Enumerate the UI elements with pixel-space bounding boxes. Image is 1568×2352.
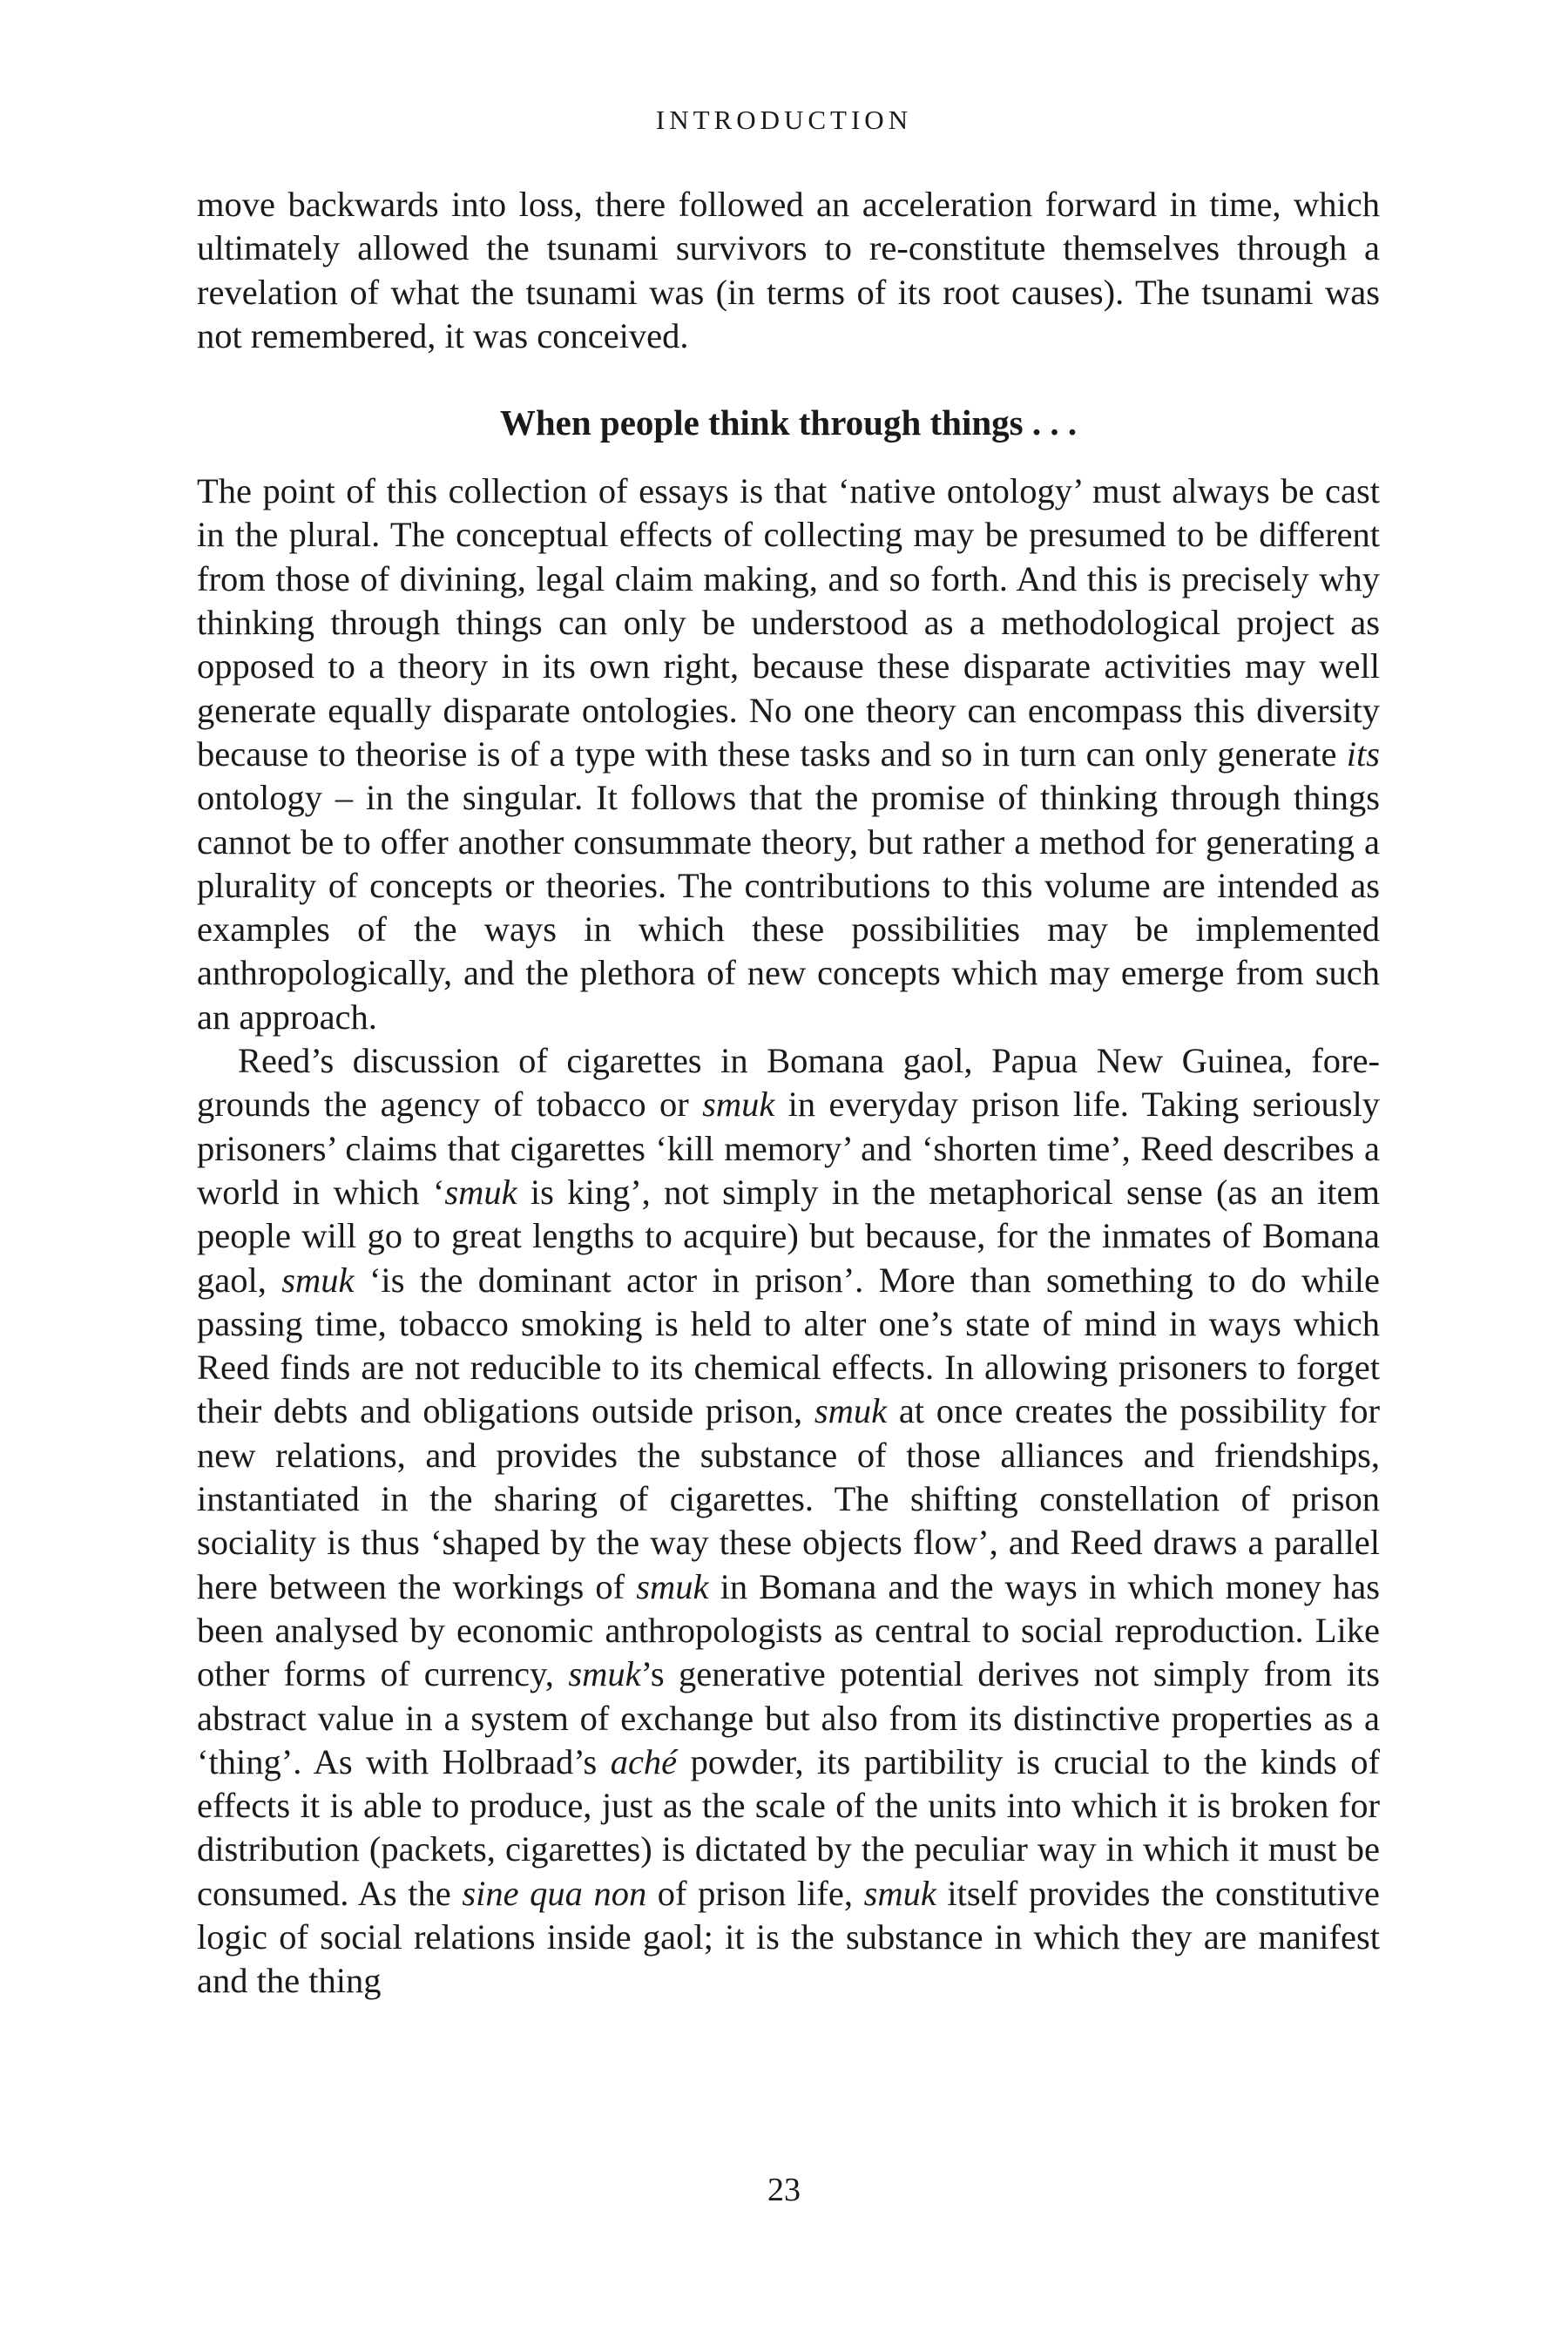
italic-term: aché [610,1741,678,1781]
running-head: INTRODUCTION [655,105,913,135]
text-run: ’s generative potential derives not simply from its abstract value in a system of exchange but also from its distinctive properties as a ‘thing’. As with Holbraad’s [197,1654,1380,1781]
text-run: in Bomana and the ways in which money has been analysed by economic anthropologists as central to social reproduction. Like other forms of currency, [197,1566,1380,1694]
text-run: Reed’s discussion of cigarettes in Bomana gaol, Papua New Guinea, foregrounds the agency of tobacco or [197,1041,1380,1125]
text-run: The point of this collection of essays is that ‘native ontology’ must always be cast in the plural. The conceptual effects of collecting may be presumed to be different from those of divining, legal claim making, and so forth. And this is precisely why thinking through things can only be understood as a methodological project as opposed to a theory in its own right, because these disparate activities may well generate equally disparate ontologies. No one theory can encompass this diversity because to theorise is of a type with these tasks and so in turn can only generate [197,471,1380,774]
text-run: in everyday prison life. Taking seriously prisoners’ claims that cigarettes ‘kill memory’ and ‘shorten time’, Reed describes a world in which ‘ [197,1085,1380,1212]
text-run: of prison life, [646,1873,864,1913]
italic-term: smuk [281,1260,355,1300]
page-number: 23 [767,2172,801,2208]
italic-term: sine qua non [462,1873,647,1913]
paragraph-2 [197,470,1380,1039]
text-run: at once creates the possibility for new relations, and provides the substance of those alliances and friendships, instantiated in the sharing of cigarettes. The shifting constellation of prison sociality is thus ‘shaped by the way these objects flow’, and Reed draws a parallel here between the workings of [197,1391,1380,1606]
text-run: ‘is the dominant actor in prison’. More than something to do while passing time, tobacco smoking is held to alter one’s state of mind in ways which Reed finds are not reducible to its chemical effects. In allowing prisoners to forget their debts and obligations outside prison, [197,1260,1380,1431]
italic-term: smuk [568,1654,641,1694]
paragraph-1: move backwards into loss, there followed an acceleration forward in time, which ultimately allowed the tsunami survivors to re-constitute themselves through a revelation of what the tsunami was (in terms of its root causes). The tsunami was not remembered, it was conceived. [197,185,1380,355]
italic-term: smuk [702,1085,775,1125]
italic-term: its [1346,733,1380,774]
text-run: itself provides the constitutive logic of social relations inside gaol; it is the substance in which they are manifest and the thing [197,1873,1380,2001]
italic-term: smuk [814,1391,888,1431]
text-run: is king’, not simply in the metaphorical sense (as an item people will go to great lengths to acquire) but because, for the inmates of Bomana gaol, [197,1172,1381,1300]
text-run: ontology – in the singular. It follows that the promise of thinking through things cannot be to offer another consummate theory, but rather a method for generating a plurality of concepts or theories. The contributions to this volume are intended as examples of the ways in which these possibilities may be implemented anthropologically, and the plethora of new concepts which may emerge from such an approach. [197,778,1380,1037]
italic-term: smuk [636,1566,709,1606]
italic-term: smuk [444,1172,517,1212]
italic-term: smuk [863,1873,936,1913]
text-run: powder, its partibility is crucial to the kinds of effects it is able to produce, just as the scale of the units into which it is broken for distribution (packets, cigarettes) is dictated by the peculiar way in which it must be consumed. As the [197,1741,1380,1913]
section-heading: When people think through things . . . [499,402,1078,443]
body-text [197,183,1380,2004]
paragraph-3 [197,1039,1380,2004]
